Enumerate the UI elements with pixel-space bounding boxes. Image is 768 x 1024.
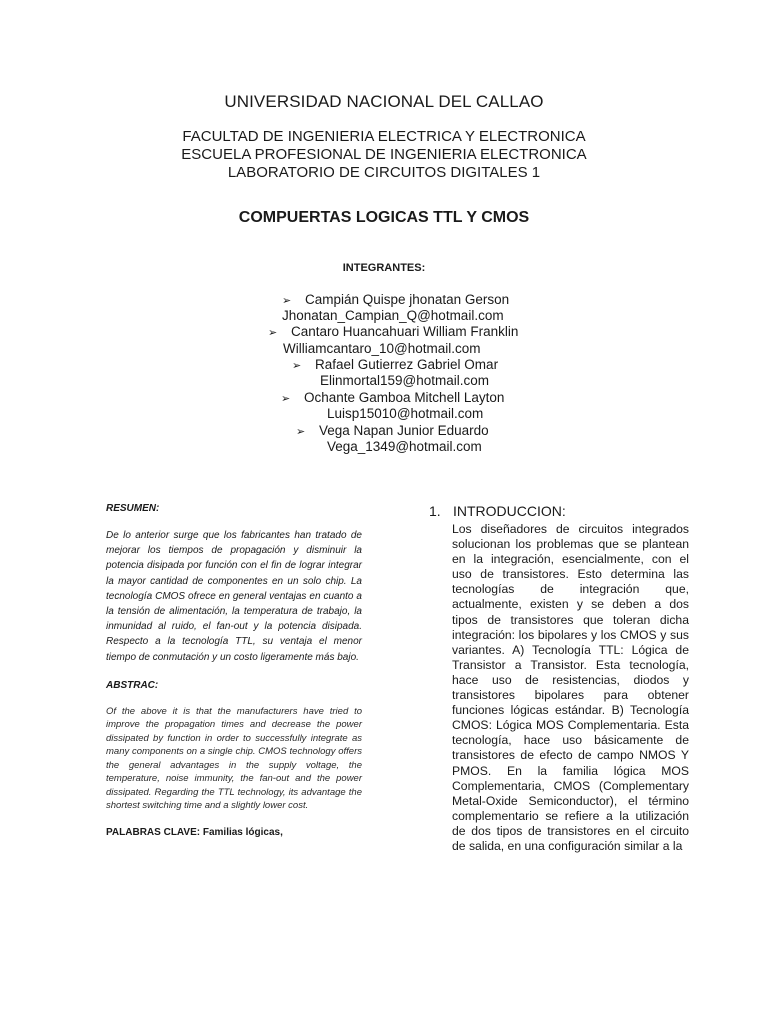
bullet-arrow-icon: ➢ [296,426,306,438]
document-title: COMPUERTAS LOGICAS TTL Y CMOS [238,209,530,226]
member-name: Campián Quispe jhonatan Gerson [305,292,510,307]
member-name: Rafael Gutierrez Gabriel Omar [315,357,499,372]
faculty-line: FACULTAD DE INGENIERIA ELECTRICA Y ELECTRONICA [182,128,586,145]
member-email: Elinmortal159@hotmail.com [320,373,490,388]
member-item [282,292,509,309]
abstrac-heading: ABSTRAC: [106,679,159,691]
university-name: UNIVERSIDAD NACIONAL DEL CALLAO [224,92,544,111]
member-name: Vega Napan Junior Eduardo [319,423,489,438]
intro-number: 1. [429,503,441,519]
resumen-text: De lo anterior surge que los fabricantes han tratado de mejorar los tiempos de propagación y disminuir la potencia disipada por función con el fin de lograr integrar la mayor cantidad de componentes en un solo chip. La tecnología CMOS ofrece en general ventajas en cuanto a la tensión de alimentación, la temperatura de trabajo, la inmunidad al ruido, el fan-out y la potencia disipada. Respecto a la tecnología TTL, su ventaja el menor tiempo de conmutación y un costo ligeramente más bajo. [106,530,362,663]
member-item [292,357,498,374]
member-name: Ochante Gamboa Mitchell Layton [304,390,505,405]
member-name: Cantaro Huancahuari William Franklin [291,324,519,339]
member-item [268,324,518,341]
bullet-arrow-icon: ➢ [268,327,278,339]
intro-text: Los diseñadores de circuitos integrados solucionan los problemas que se plantean en la integración, esencialmente, con el uso de transistores. Esto determina las tecnologías de integración que, actualmente, existen y se deben a dos tipos de transistores que toleran dicha integración: los bipolares y los CMOS y sus variantes. A) Tecnología TTL: Lógica de Transistor a Transistor. Esta tecnología, hace uso de resistencias, diodos y transistores bipolares para obtener funciones lógicas estándar. B) Tecnología CMOS: Lógica MOS Complementaria. Esta tecnología, hace uso básicamente de transistores de efecto de campo NMOS Y PMOS. En la familia lógica MOS Complementaria, CMOS (Complementary Metal-Oxide Semiconductor), el término complementario se refiere a la utilización de dos tipos de transistores en el circuito de salida, en una configuración similar a la [452,522,689,853]
member-email: Williamcantaro_10@hotmail.com [283,341,481,356]
lab-line: LABORATORIO DE CIRCUITOS DIGITALES 1 [227,164,541,181]
school-line: ESCUELA PROFESIONAL DE INGENIERIA ELECTRONICA [181,146,587,163]
member-email: Luisp15010@hotmail.com [327,406,484,421]
faculty-block [0,128,768,182]
member-email: Vega_1349@hotmail.com [327,439,482,454]
members-label: INTEGRANTES: [342,262,426,274]
right-column [429,503,689,854]
abstrac-text: Of the above it is that the manufacturers have tried to improve the propagation times and decrease the power dissipated by function in order to successfully integrate as many components on a single chip. CMOS technology offers the general advantages in the supply voltage, the temperature, noise immunity, the fan-out and the power dissipated. Regarding the TTL technology, its advantage the shortest switching time and a slightly lower cost. [106,705,362,812]
keywords-line: PALABRAS CLAVE: Familias lógicas, [106,826,283,838]
member-item [281,390,504,407]
intro-heading-text: INTRODUCCION: [453,503,566,519]
left-column [106,503,362,838]
bullet-arrow-icon: ➢ [282,295,292,307]
resumen-heading: RESUMEN: [106,503,160,514]
bullet-arrow-icon: ➢ [281,393,291,405]
member-item [296,423,489,440]
bullet-arrow-icon: ➢ [292,360,302,372]
intro-heading [429,503,661,519]
member-email: Jhonatan_Campian_Q@hotmail.com [282,308,504,323]
